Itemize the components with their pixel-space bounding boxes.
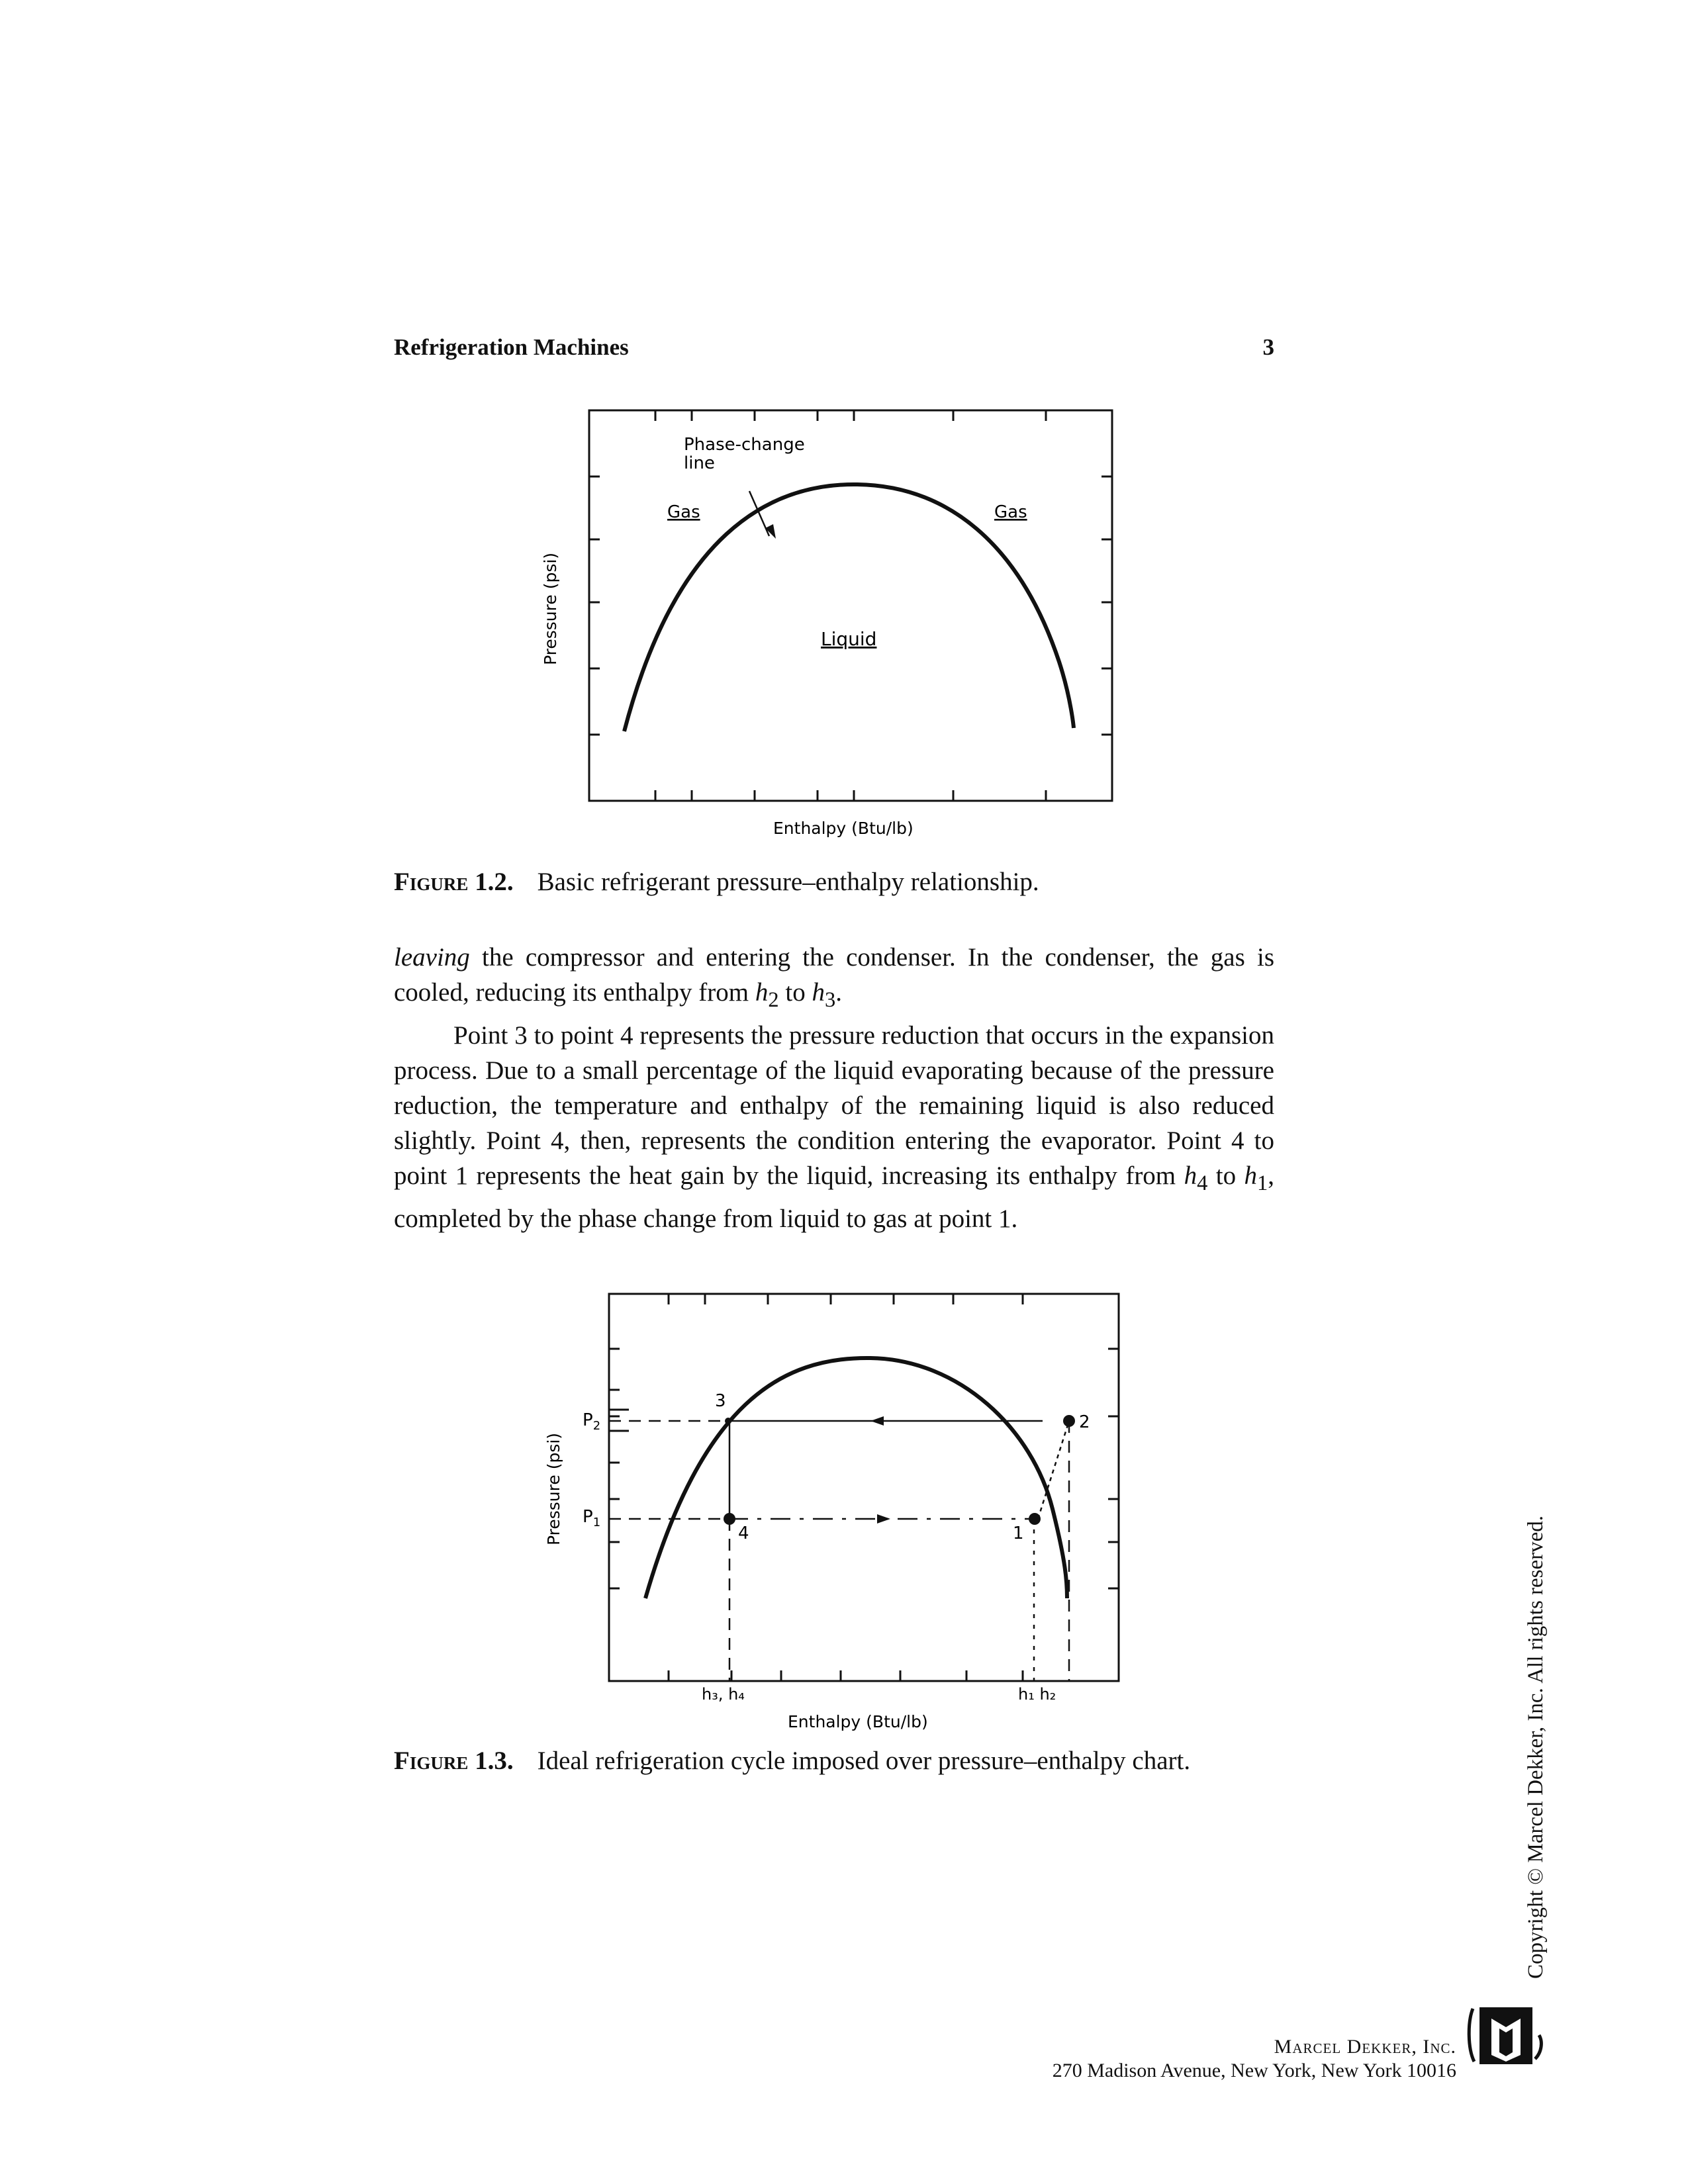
- figure-1-3-label: Figure 1.3.: [394, 1747, 514, 1775]
- p2-to: to: [1207, 1161, 1244, 1190]
- point-2-label: 2: [1079, 1412, 1090, 1432]
- p2-h1-sub: 1: [1256, 1171, 1268, 1195]
- fig12-x-axis-label: Enthalpy (Btu/lb): [773, 819, 914, 838]
- fig12-bottom-ticks: [655, 790, 1046, 801]
- fig13-right-ticks: [1108, 1349, 1119, 1588]
- running-title: Refrigeration Machines: [394, 334, 629, 360]
- p2-end: , completed by the phase change from liquid to gas at point 1.: [394, 1161, 1274, 1233]
- p1-h2: h: [755, 978, 769, 1007]
- p2-h1: h: [1244, 1161, 1257, 1190]
- point-2-marker: [1063, 1415, 1075, 1427]
- p1-h3: h: [812, 978, 825, 1007]
- p2-axis-label: $P_2$: [583, 1410, 601, 1433]
- point-3-marker: [725, 1418, 731, 1424]
- h1-h2-axis-label: h₁ h₂: [1018, 1685, 1056, 1704]
- p1-end: .: [835, 978, 842, 1007]
- publisher-address: 270 Madison Avenue, New York, New York 10016: [1052, 2060, 1456, 2081]
- fig12-gas-right: Gas: [994, 502, 1027, 522]
- h3-h4-axis-label: h₃, h₄: [702, 1685, 745, 1704]
- compression-line: [1038, 1421, 1069, 1519]
- p1-italic-word: leaving: [394, 943, 470, 972]
- running-head: [394, 334, 1274, 374]
- body-text: [394, 940, 1274, 1236]
- copyright-notice: Copyright © Marcel Dekker, Inc. All rights reserved.: [1524, 1515, 1548, 1979]
- fig12-top-ticks: [655, 410, 1046, 421]
- point-3-label: 3: [715, 1391, 726, 1411]
- publisher-imprint: [1053, 2035, 1456, 2083]
- fig13-top-ticks: [669, 1294, 1023, 1304]
- fig13-bottom-ticks: [669, 1670, 1023, 1681]
- p1-to: to: [778, 978, 812, 1007]
- p2-h4: h: [1184, 1161, 1197, 1190]
- point-4-marker: [724, 1513, 735, 1525]
- point-1-marker: [1029, 1513, 1041, 1525]
- fig12-annotation-line1: Phase-change: [684, 435, 805, 455]
- publisher-logo: [1466, 1995, 1546, 2075]
- figure-1-3: [530, 1277, 1139, 1741]
- paragraph-2: [394, 1018, 1274, 1236]
- fig13-left-ticks: [609, 1349, 620, 1588]
- fig12-annotation-line2: line: [684, 453, 715, 473]
- condensing-arrow: [870, 1416, 884, 1426]
- fig12-gas-left: Gas: [667, 502, 700, 522]
- fig13-x-axis-label: Enthalpy (Btu/lb): [788, 1712, 928, 1731]
- page-number: 3: [1262, 334, 1274, 360]
- p1-h3-sub: 3: [824, 987, 836, 1012]
- fig13-y-axis-label: Pressure (psi): [544, 1432, 563, 1545]
- figure-1-3-caption-text: Ideal refrigeration cycle imposed over pressure–enthalpy chart.: [537, 1747, 1191, 1775]
- p1-axis-label: $P_1$: [583, 1507, 601, 1529]
- figure-1-3-caption: [394, 1746, 1274, 1776]
- p2-text: Point 3 to point 4 represents the pressure reduction that occurs in the expansion process. Due to a small percentage of the liquid evaporating because of the pressure reduction, the temperature and enthalpy of the remaining liquid is also reduced slightly. Point 4, then, represents the condition entering the evaporator. Point 4 to point 1 represents the heat gain by the liquid, increasing its enthalpy from: [394, 1021, 1274, 1190]
- figure-1-2: [516, 397, 1125, 847]
- point-4-label: 4: [738, 1524, 749, 1543]
- p1-text: the compressor and entering the condenser. In the condenser, the gas is cooled, reducing its enthalpy from: [394, 943, 1274, 1007]
- figure-1-2-caption-text: Basic refrigerant pressure–enthalpy relationship.: [537, 868, 1039, 896]
- fig12-left-ticks: [589, 477, 600, 735]
- publisher-name: Marcel Dekker, Inc.: [1274, 2036, 1456, 2058]
- figure-1-2-caption: [394, 867, 1274, 897]
- figure-1-2-label: Figure 1.2.: [394, 868, 514, 896]
- fig12-liquid-label: Liquid: [821, 628, 877, 650]
- saturation-dome: [645, 1358, 1067, 1598]
- evaporating-arrow: [877, 1514, 890, 1524]
- fig12-right-ticks: [1102, 477, 1112, 735]
- p2-h4-sub: 4: [1197, 1171, 1208, 1195]
- paragraph-1: [394, 940, 1274, 1018]
- point-1-label: 1: [1013, 1524, 1024, 1543]
- fig12-y-axis-label: Pressure (psi): [541, 552, 560, 665]
- p1-h2-sub: 2: [768, 987, 779, 1012]
